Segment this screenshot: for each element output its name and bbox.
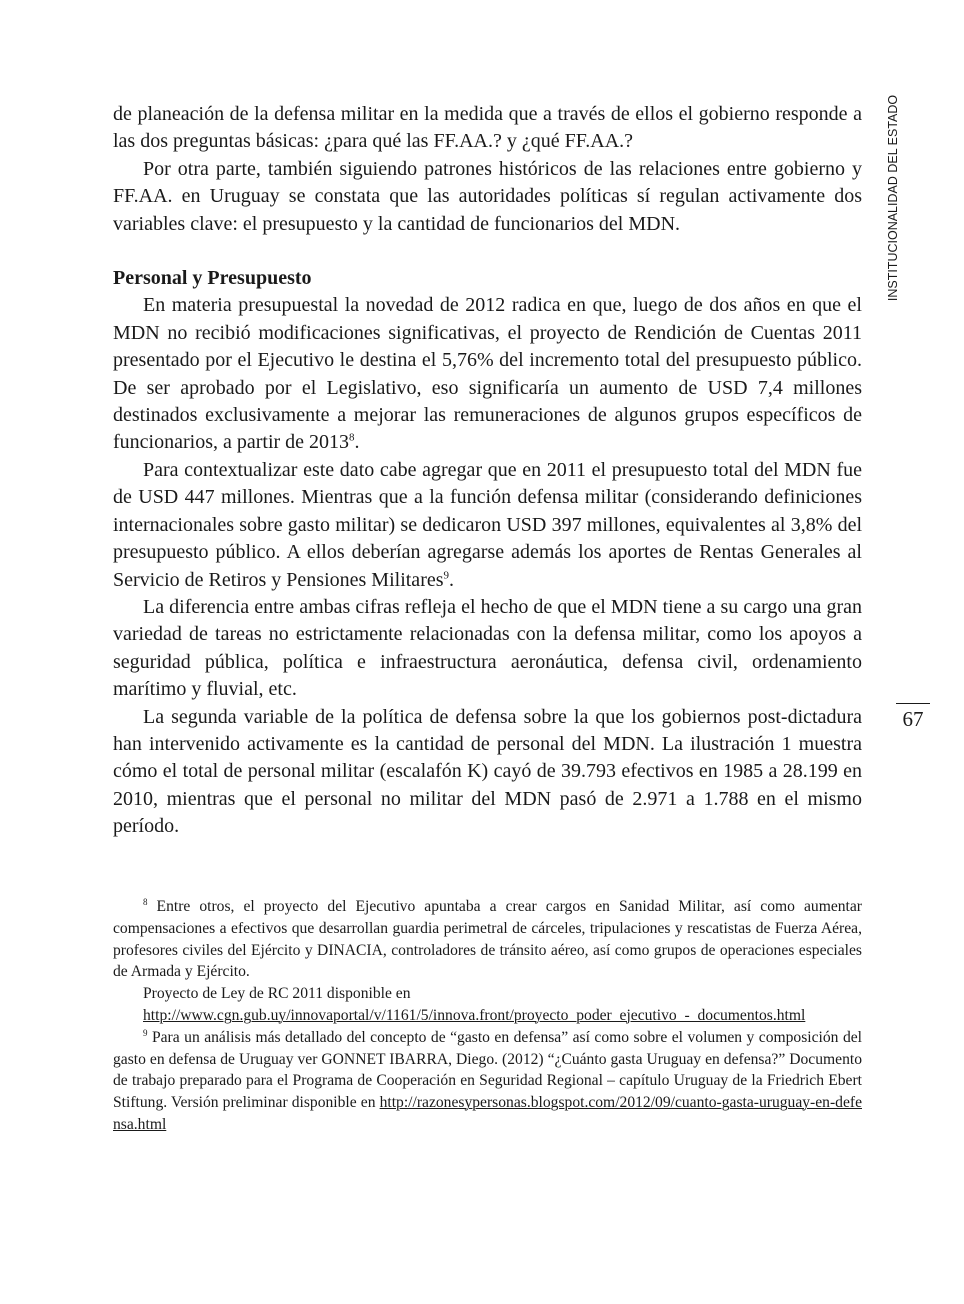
footnote-8-link[interactable]: http://www.cgn.gub.uy/innovaportal/v/1161/5/innova.front/proyecto_poder_ejecutivo_-_documentos.html <box>143 1006 806 1024</box>
footnote-8 <box>113 896 862 983</box>
paragraph-patterns: Por otra parte, también siguiendo patrones históricos de las relaciones entre gobierno y FF.AA. en Uruguay se constata que las autoridades políticas sí regulan activamente dos variables clave: el presupuesto y la cantidad de funcionarios del MDN. <box>113 157 862 235</box>
main-text <box>113 101 862 841</box>
footnote-9-link[interactable]: http://razonesypersonas.blogspot.com/2012/09/cuanto-gasta-uruguay-en-defensa.html <box>113 1094 862 1133</box>
footnote-9-text: Para un análisis más detallado del concepto de “gasto en defensa” así como sobre el volumen y composición del gasto en defensa de Uruguay ver GONNET IBARRA, Diego. (2012) “¿Cuánto gasta Uruguay en defensa?” Documento de trabajo preparado para el Programa de Cooperación en Seguridad Regional – capítulo Uruguay de la Friedrich Ebert Stiftung. Versión preliminar disponible en <box>113 1028 862 1112</box>
paragraph-context <box>113 457 862 594</box>
footnote-ref-8[interactable]: 8 <box>349 431 355 444</box>
paragraph-budget-end: . <box>354 431 360 454</box>
paragraph-continued: de planeación de la defensa militar en la medida que a través de ellos el gobierno responde a las dos preguntas básicas: ¿para qué las FF.AA.? y ¿qué FF.AA.? <box>113 103 862 153</box>
paragraph-personnel: La segunda variable de la política de defensa sobre la que los gobiernos post-dictadura han intervenido activamente es la cantidad de personal del MDN. La ilustración 1 muestra cómo el total de personal militar (escalafón K) cayó de 39.793 efectivos en 1985 a 28.199 en 2010, mientras que el personal no militar del MDN pasó de 2.971 a 1.788 en el mismo período. <box>113 705 862 838</box>
footnote-8-source: Proyecto de Ley de RC 2011 disponible en <box>143 985 411 1003</box>
footnote-ref-9[interactable]: 9 <box>443 568 450 581</box>
section-heading: Personal y Presupuesto <box>113 267 312 290</box>
page-number: 67 <box>902 707 924 731</box>
paragraph-budget-text: En materia presupuestal la novedad de 2012 radica en que, luego de dos años en que el MDN no recibió modificaciones significativas, el proyecto de Rendición de Cuentas 2011 presentado por el Ejecutivo le destina el 5,76% del incremento total del presupuesto público. De ser aprobado por el Legislativo, eso significaría un aumento de USD 7,4 millones destinados exclusivamente a mejorar las remuneraciones de algunos grupos específicos de funcionarios, a partir de 2013 <box>113 294 862 454</box>
paragraph-budget <box>113 292 862 456</box>
footnote-8-number: 8 <box>143 896 148 907</box>
footnote-9 <box>113 1027 862 1136</box>
paragraph-context-end: . <box>449 568 455 591</box>
footnote-8-link-line <box>113 1005 862 1027</box>
paragraph-difference: La diferencia entre ambas cifras refleja el hecho de que el MDN tiene a su cargo una gran variedad de tareas no estrictamente relacionadas con la defensa militar, como los apoyos a seguridad pública, política e infraestructura aeronáutica, defensa civil, ordenamiento marítimo y fluvial, etc. <box>113 595 862 701</box>
running-head: INSTITUCIONALIDAD DEL ESTADO <box>886 94 900 302</box>
footnotes <box>113 896 862 1136</box>
footnote-8-text: Entre otros, el proyecto del Ejecutivo apuntaba a crear cargos en Sanidad Militar, así como aumentar compensaciones a efectivos que desarrollan guardia perimetral de cárceles, tripulaciones y rescatistas de Fuerza Aérea, profesores civiles del Ejército y DINACIA, controladores de tránsito aéreo, así como grupos de operaciones especiales de Armada y Ejército. <box>113 898 862 981</box>
page-number-rule <box>896 703 930 704</box>
footnote-9-number: 9 <box>143 1027 148 1038</box>
paragraph-context-text: Para contextualizar este dato cabe agregar que en 2011 el presupuesto total del MDN fue de USD 447 millones. Mientras que a la función defensa militar (considerando definiciones internacionales sobre gasto militar) se dedicaron USD 397 millones, equivalentes al 3,8% del presupuesto público. A ellos deberían agregarse además los aportes de Rentas Generales al Servicio de Retiros y Pensiones Militares <box>113 458 862 591</box>
